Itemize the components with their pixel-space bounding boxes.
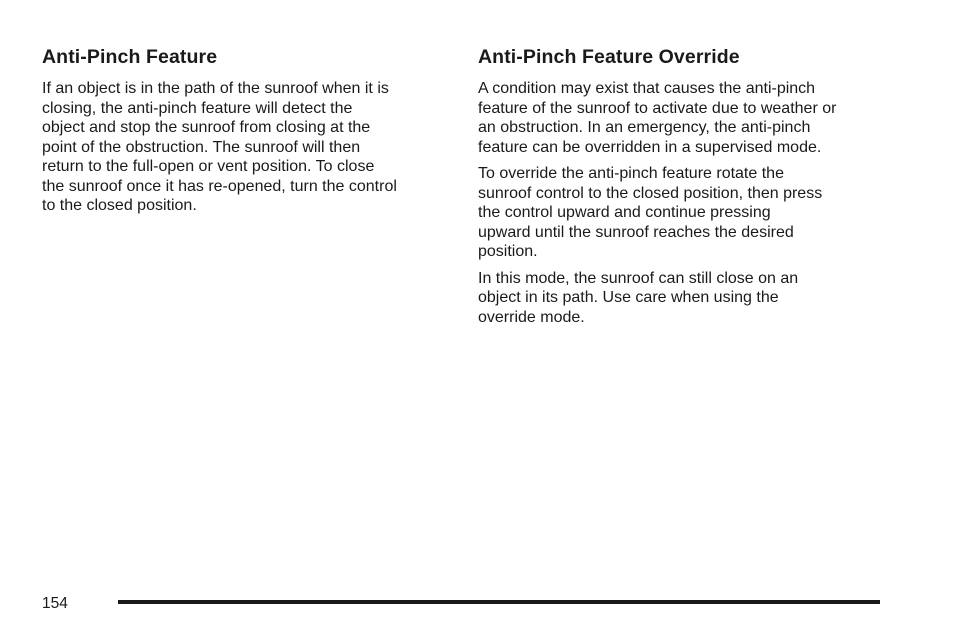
left-column bbox=[42, 45, 446, 223]
section-heading-anti-pinch-override: Anti-Pinch Feature Override bbox=[478, 46, 740, 68]
right-column bbox=[478, 45, 888, 334]
body-paragraph: If an object is in the path of the sunroof when it is closing, the anti-pinch feature will detect the object and stop the sunroof from closing at the point of the obstruction. The sunroof will then return to the full-open or vent position. To close the sunroof once it has re-opened, turn the control to the closed position. bbox=[42, 80, 397, 214]
body-paragraph: In this mode, the sunroof can still close on an object in its path. Use care when using the override mode. bbox=[478, 269, 799, 326]
footer-divider bbox=[118, 600, 880, 604]
body-paragraph: To override the anti-pinch feature rotate the sunroof control to the closed position, then press the control upward and continue pressing upward until the sunroof reaches the desired position. bbox=[478, 165, 823, 260]
section-heading-anti-pinch-feature: Anti-Pinch Feature bbox=[42, 46, 218, 68]
body-paragraph: A condition may exist that causes the anti-pinch feature of the sunroof to activate due to weather or an obstruction. In an emergency, the anti-pinch feature can be overridden in a supervised mode. bbox=[478, 80, 837, 156]
page-number: 154 bbox=[42, 595, 68, 612]
